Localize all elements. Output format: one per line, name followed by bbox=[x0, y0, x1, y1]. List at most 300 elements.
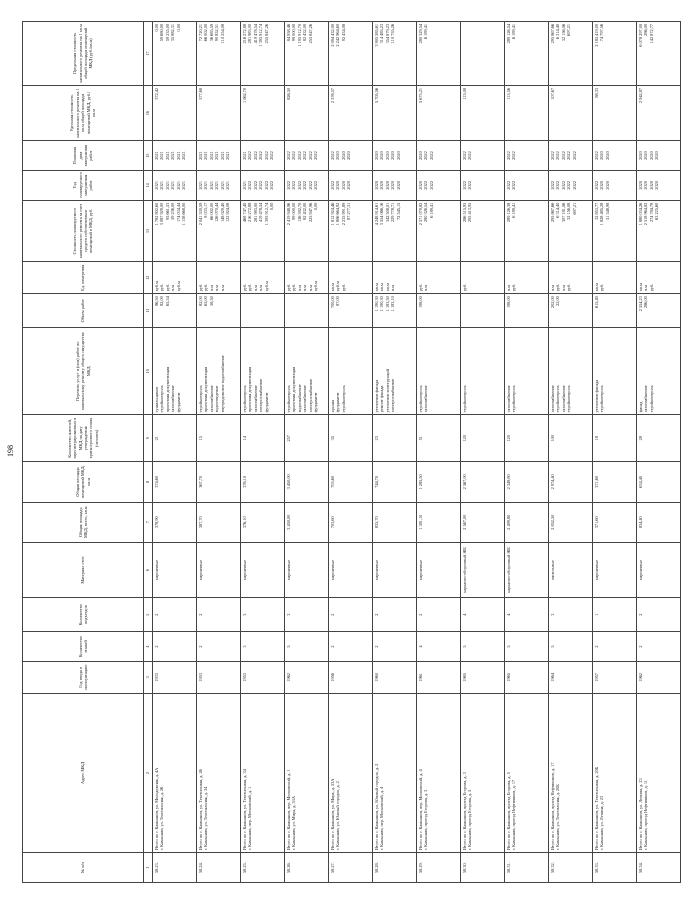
year-completion-line: 2022 bbox=[263, 181, 269, 190]
works-line: фундамент bbox=[313, 392, 319, 413]
year-built: 1953 bbox=[197, 661, 241, 693]
works-line: газоснабжение bbox=[423, 385, 429, 413]
planned-date-line: 2021 bbox=[154, 151, 159, 160]
row-number: 58.32. bbox=[549, 853, 593, 883]
year-completion-line: 2020 bbox=[654, 181, 660, 190]
year-completion-line: 2020 bbox=[335, 181, 341, 190]
works-line: стройконтроль bbox=[648, 385, 654, 413]
year-built: 1933 bbox=[153, 661, 197, 693]
planned-date bbox=[241, 141, 285, 171]
specific-cost-line: 2 576,57 bbox=[330, 87, 335, 103]
unit-line: руб. bbox=[159, 283, 165, 292]
address-line: г. Камышин, ул. Текстильная, д. 34 bbox=[203, 786, 209, 851]
cost bbox=[153, 200, 197, 262]
specific-cost bbox=[549, 85, 593, 140]
year-completion-line: 2021 bbox=[219, 181, 225, 190]
year-completion-line: 2022 bbox=[594, 181, 599, 190]
entrances: 2 bbox=[637, 598, 681, 632]
unit-line: п.м bbox=[258, 285, 264, 292]
cost-line: 174 034,44 bbox=[175, 202, 181, 223]
address bbox=[197, 693, 241, 852]
floors: 2 bbox=[593, 632, 637, 662]
residents: 100 bbox=[549, 415, 593, 462]
volume bbox=[153, 294, 197, 328]
works-line: стройконтроль bbox=[159, 385, 165, 413]
year-completion-line: 2021 bbox=[170, 181, 176, 190]
unit bbox=[461, 262, 505, 294]
row-number: 58.28. bbox=[373, 853, 417, 883]
works-line: стройконтроль bbox=[599, 385, 605, 413]
address bbox=[285, 693, 329, 852]
unit-line: куб.м bbox=[154, 281, 159, 292]
year-built: 1964 bbox=[549, 661, 593, 693]
limit-cost bbox=[417, 22, 461, 86]
planned-date-line: 2021 bbox=[203, 151, 209, 160]
year-completion-line: 2022 bbox=[258, 181, 264, 190]
planned-date bbox=[153, 141, 197, 171]
cost-line: 216 272,88 bbox=[247, 202, 253, 223]
column-header: Количество подъездов bbox=[23, 598, 144, 632]
cost bbox=[637, 200, 681, 262]
specific-cost-line: 115,56 bbox=[506, 87, 511, 100]
works-line: сушильщиков bbox=[154, 387, 159, 413]
works-line: утепление фасада bbox=[594, 379, 599, 413]
limit-cost bbox=[153, 22, 197, 86]
address-line: Итого по г. Камышин, ул. Текстильная, д. 26 bbox=[198, 769, 203, 851]
unit bbox=[197, 262, 241, 294]
works bbox=[461, 328, 505, 415]
specific-cost-line: 115,08 bbox=[462, 87, 467, 100]
address bbox=[241, 693, 285, 852]
cost-line: 1 880 034,26 bbox=[638, 202, 643, 226]
year-completion bbox=[461, 170, 505, 200]
works-line: проектная документация bbox=[164, 366, 170, 413]
limit-cost-line: 59 680,00 bbox=[159, 24, 165, 42]
table-row bbox=[637, 22, 681, 883]
address-line: г. Камышин, ул. Текстильная, д. 26 bbox=[159, 786, 165, 851]
limit-cost-line: 110 755,26 bbox=[390, 24, 396, 44]
living-area: 371,60 bbox=[593, 462, 637, 502]
works bbox=[373, 328, 417, 415]
cost-line: 1 806 664,92 bbox=[335, 202, 341, 226]
entrances: 3 bbox=[549, 598, 593, 632]
planned-date-line: 2022 bbox=[286, 151, 291, 160]
planned-date bbox=[417, 141, 461, 171]
year-built: 1957 bbox=[593, 661, 637, 693]
limit-cost-line: 2 094 432,00 bbox=[330, 24, 335, 47]
table-body bbox=[153, 22, 681, 883]
planned-date-line: 2022 bbox=[571, 151, 577, 160]
limit-cost bbox=[373, 22, 417, 86]
specific-cost bbox=[241, 85, 285, 140]
limit-cost-line: 0,00 bbox=[154, 24, 159, 32]
wall-material: кирпичные bbox=[637, 542, 681, 597]
planned-date-line: 2021 bbox=[159, 151, 165, 160]
limit-cost-line: 6 189,41 bbox=[511, 24, 517, 40]
unit-line: кв.м bbox=[374, 283, 379, 292]
unit-line: руб. bbox=[247, 283, 253, 292]
unit-line: п.м bbox=[390, 285, 396, 292]
cost-line: 281 983,00 bbox=[252, 202, 258, 223]
address-line: Итого по г. Камышин, проезд Егорова, д. 5 bbox=[506, 772, 511, 851]
unit-line: п.м bbox=[643, 285, 649, 292]
planned-date bbox=[461, 141, 505, 171]
limit-cost-line: 74 797,56 bbox=[599, 24, 605, 42]
address-line: Итого по г. Камышин, ул. Ленина, д. 23 bbox=[638, 778, 643, 851]
year-completion-line: 2022 bbox=[291, 181, 297, 190]
year-completion-line: 2021 bbox=[225, 181, 231, 190]
year-completion-line: 2022 bbox=[428, 181, 434, 190]
works-line: внутридомовое водоснабжение bbox=[219, 355, 225, 413]
table-row bbox=[197, 22, 241, 883]
limit-cost-line: 110 254,08 bbox=[219, 24, 225, 44]
planned-date-line: 2022 bbox=[263, 151, 269, 160]
address-line: г. Камышин, ул. Текстильная, д. 20Б bbox=[555, 784, 561, 851]
column-header: Ед. измерения bbox=[23, 262, 144, 294]
address bbox=[153, 693, 197, 852]
unit-line: кв.м bbox=[379, 283, 385, 292]
volume-line: 615,40 bbox=[594, 296, 599, 309]
column-header: Плановая дата завершения работ bbox=[23, 141, 144, 171]
year-completion bbox=[241, 170, 285, 200]
total-area: 376,10 bbox=[241, 502, 285, 542]
planned-date-line: 2021 bbox=[181, 151, 187, 160]
year-completion-line: 2020 bbox=[390, 181, 396, 190]
year-completion bbox=[505, 170, 549, 200]
unit-line: руб. bbox=[566, 283, 572, 292]
address-line: Итого по г. Камышин, ул. Текстильная, д. 20Б bbox=[594, 766, 599, 851]
year-completion-line: 2022 bbox=[307, 181, 313, 190]
wall-material: каркасно-оборочный ЖБ bbox=[461, 542, 505, 597]
specific-cost bbox=[197, 85, 241, 140]
volume bbox=[285, 294, 329, 328]
cost-line: 72 545,15 bbox=[395, 202, 401, 220]
address bbox=[593, 693, 637, 852]
unit-line: п.м bbox=[307, 285, 313, 292]
header-row bbox=[23, 22, 144, 883]
table-row bbox=[549, 22, 593, 883]
year-completion-line: 2021 bbox=[198, 181, 203, 190]
cost-line: 468 747,40 bbox=[242, 202, 247, 223]
works-line: утепление конструкций bbox=[384, 369, 390, 413]
cost-line: 1 782 802,60 bbox=[154, 202, 159, 226]
works bbox=[197, 328, 241, 415]
floors: 3 bbox=[241, 632, 285, 662]
unit-line: кв.м bbox=[384, 283, 390, 292]
year-completion-line: 2022 bbox=[286, 181, 291, 190]
year-built: 1961 bbox=[417, 661, 461, 693]
planned-date-line: 2021 bbox=[219, 151, 225, 160]
total-area: 2 852,50 bbox=[549, 502, 593, 542]
limit-cost-line: 280 329,54 bbox=[418, 24, 423, 44]
year-completion bbox=[593, 170, 637, 200]
works-line: электроснабжение bbox=[258, 378, 264, 413]
living-area: 3 450,00 bbox=[285, 462, 329, 502]
address-line: г. Камышин, ул. Мира, д. 53А bbox=[291, 796, 297, 851]
volume-line: 2 554,23 bbox=[638, 296, 643, 312]
planned-date-line: 2022 bbox=[560, 151, 566, 160]
works-line: стройконтроль bbox=[462, 385, 467, 413]
planned-date-line: 2020 bbox=[379, 151, 385, 160]
works bbox=[549, 328, 593, 415]
row-number: 58.23. bbox=[153, 853, 197, 883]
cost-line: 2 041 530,59 bbox=[198, 202, 203, 226]
cost bbox=[197, 200, 241, 262]
residents: 257 bbox=[285, 415, 329, 462]
limit-cost-line: 354 879,23 bbox=[384, 24, 390, 44]
unit bbox=[329, 262, 373, 294]
entrances: 2 bbox=[373, 598, 417, 632]
year-completion-line: 2022 bbox=[511, 181, 517, 190]
wall-material: кирпичные bbox=[285, 542, 329, 597]
planned-date-line: 2021 bbox=[242, 151, 247, 160]
year-completion-line: 2020 bbox=[643, 181, 649, 190]
works-line: стройконтроль bbox=[511, 385, 517, 413]
planned-date-line: 2022 bbox=[467, 151, 473, 160]
planned-date-line: 2021 bbox=[198, 151, 203, 160]
wall-material: каркасно-оборочный ЖБ bbox=[505, 542, 549, 597]
row-number: 58.27. bbox=[329, 853, 373, 883]
planned-date-line: 2022 bbox=[330, 151, 335, 160]
total-area: 1 381,10 bbox=[417, 502, 461, 542]
year-completion-line: 2020 bbox=[418, 181, 423, 190]
floors: 5 bbox=[505, 632, 549, 662]
volume bbox=[593, 294, 637, 328]
specific-cost bbox=[153, 85, 197, 140]
works-line: фундамент bbox=[175, 392, 181, 413]
address bbox=[329, 693, 373, 852]
cost-line: 136 592,70 bbox=[296, 202, 302, 223]
limit-cost-line: 142 872,77 bbox=[648, 24, 654, 44]
works-line: стройконтроль bbox=[418, 385, 423, 413]
cost-line: 225 947,96 bbox=[307, 202, 313, 223]
limit-cost-line: 314 485,23 bbox=[379, 24, 385, 44]
floors: 2 bbox=[153, 632, 197, 662]
unit-line: кв.м bbox=[330, 283, 335, 292]
limit-cost-line: 295 867,66 bbox=[550, 24, 555, 44]
unit bbox=[153, 262, 197, 294]
volume bbox=[329, 294, 373, 328]
address-line: г. Камышин, проезд Егорова, д. 5 bbox=[467, 789, 473, 851]
total-area: 3 450,00 bbox=[285, 502, 329, 542]
unit-line: куб.м bbox=[335, 281, 341, 292]
works bbox=[329, 328, 373, 415]
volume bbox=[637, 294, 681, 328]
column-header: Удельная стоимость капитального ремонта на 1 кв.м общей площади помещений МКД, руб./кв.м bbox=[23, 85, 144, 140]
address-line: г. Камышин, пер. Московский, д. 1 bbox=[247, 786, 253, 851]
cost-line: 280 326,54 bbox=[423, 202, 429, 223]
year-completion-line: 2021 bbox=[159, 181, 165, 190]
year-completion-line: 2022 bbox=[506, 181, 511, 190]
cost-line: 87 277,31 bbox=[346, 202, 352, 220]
total-area: 387,70 bbox=[197, 502, 241, 542]
unit-line: руб. bbox=[242, 283, 247, 292]
works-line: газоснабжение bbox=[170, 385, 176, 413]
planned-date-line: 2022 bbox=[291, 151, 297, 160]
cost-line: 2 571 079,82 bbox=[418, 202, 423, 226]
planned-date-line: 2020 bbox=[418, 151, 423, 160]
planned-date-line: 2020 bbox=[599, 151, 605, 160]
planned-date-line: 2021 bbox=[214, 151, 220, 160]
year-completion-line: 2022 bbox=[302, 181, 308, 190]
works-line: проектная документация bbox=[203, 366, 209, 413]
floors: 4 bbox=[417, 632, 461, 662]
total-area: 371,60 bbox=[593, 502, 637, 542]
planned-date bbox=[373, 141, 417, 171]
unit bbox=[505, 262, 549, 294]
limit-cost bbox=[241, 22, 285, 86]
table-row bbox=[153, 22, 197, 883]
address bbox=[549, 693, 593, 852]
column-header: Общая площадь помещений МКД, кв.м bbox=[23, 462, 144, 502]
planned-date-line: 2022 bbox=[296, 151, 302, 160]
address bbox=[505, 693, 549, 852]
column-header: Адрес МКД bbox=[23, 693, 144, 852]
floors: 2 bbox=[329, 632, 373, 662]
cost-line: 229 778,71 bbox=[390, 202, 396, 223]
specific-cost bbox=[637, 85, 681, 140]
year-completion-line: 2021 bbox=[203, 181, 209, 190]
year-built: 1965 bbox=[505, 661, 549, 693]
unit-line: п.м bbox=[506, 285, 511, 292]
unit-line: руб. bbox=[462, 283, 467, 292]
volume bbox=[241, 294, 285, 328]
column-number: 5 bbox=[144, 598, 153, 632]
cost-line: 2 235 991,89 bbox=[340, 202, 346, 226]
works-line: фундамент bbox=[335, 392, 341, 413]
year-completion-line: 2021 bbox=[175, 181, 181, 190]
cost bbox=[461, 200, 505, 262]
cost bbox=[417, 200, 461, 262]
column-number-row bbox=[144, 22, 153, 883]
limit-cost-line: 32 156,06 bbox=[560, 24, 566, 42]
year-completion-line: 2022 bbox=[467, 181, 473, 190]
limit-cost-line: 216 272,88 bbox=[242, 24, 247, 44]
column-header: Объем работ bbox=[23, 294, 144, 328]
planned-date-line: 2022 bbox=[428, 151, 434, 160]
works-line: стройконтроль bbox=[198, 385, 203, 413]
planned-date-line: 2022 bbox=[550, 151, 555, 160]
works-line: утепление фасада bbox=[374, 379, 379, 413]
year-built: 1960 bbox=[373, 661, 417, 693]
planned-date bbox=[637, 141, 681, 171]
entrances: 4 bbox=[505, 598, 549, 632]
unit-line: руб. bbox=[418, 283, 423, 292]
planned-date-line: 2022 bbox=[307, 151, 313, 160]
year-completion bbox=[373, 170, 417, 200]
address-line: Итого по г. Камышин, ул. Мира, д. 53А bbox=[330, 778, 335, 851]
unit-line: п.м bbox=[302, 285, 308, 292]
limit-cost-line: 255 847,26 bbox=[263, 24, 269, 44]
works-line: электроснабжение bbox=[307, 378, 313, 413]
volume-line: 65,00 bbox=[203, 296, 209, 306]
specific-cost-line: 1 062,70 bbox=[242, 87, 247, 103]
year-completion-line: 2020 bbox=[648, 181, 654, 190]
limit-cost-line: 72 720,21 bbox=[198, 24, 203, 42]
specific-cost-line: 372,42 bbox=[154, 87, 159, 100]
year-completion-line: 2022 bbox=[462, 181, 467, 190]
wall-material: кирпичные bbox=[329, 542, 373, 597]
year-completion bbox=[153, 170, 197, 200]
year-completion-line: 2022 bbox=[571, 181, 577, 190]
volume-line: 82,00 bbox=[198, 296, 203, 306]
volume bbox=[373, 294, 417, 328]
row-number: 58.25. bbox=[241, 853, 285, 883]
volume bbox=[197, 294, 241, 328]
volume bbox=[505, 294, 549, 328]
address-line: Итого по г. Камышин, проезд Нефтяников, д. 17 bbox=[550, 762, 555, 851]
residents: 23 bbox=[373, 415, 417, 462]
cost bbox=[549, 200, 593, 262]
entrances: 2 bbox=[329, 598, 373, 632]
limit-cost-line: 281 983,00 bbox=[247, 24, 253, 44]
cost bbox=[329, 200, 373, 262]
column-header: Год планируемого завершения работ bbox=[23, 170, 144, 200]
cost-line: 6 189,41 bbox=[428, 202, 434, 218]
limit-cost-line: 35 882,31 bbox=[170, 24, 176, 42]
year-completion-line: 2021 bbox=[208, 181, 214, 190]
year-built: 1962 bbox=[285, 661, 329, 693]
cost-line: 66 002,00 bbox=[208, 202, 214, 220]
volume-line: 65,54 bbox=[164, 296, 170, 306]
cost-line: 4 248 914,61 bbox=[374, 202, 379, 226]
works-line: водоснабжение bbox=[296, 384, 302, 413]
row-number: 58.29. bbox=[417, 853, 461, 883]
row-number: 58.33. bbox=[593, 853, 637, 883]
table-row bbox=[505, 22, 549, 883]
works-line: газоснабжение bbox=[643, 385, 649, 413]
year-completion bbox=[285, 170, 329, 200]
address bbox=[461, 693, 505, 852]
entrances: 2 bbox=[417, 598, 461, 632]
volume-line: 1 190,30 bbox=[374, 296, 379, 312]
planned-date-line: 2022 bbox=[302, 151, 308, 160]
cost-line: 1 812 924,46 bbox=[330, 202, 335, 226]
limit-cost-line: 2 242 964,60 bbox=[335, 24, 341, 47]
specific-cost bbox=[593, 85, 637, 140]
cost-line: 99 000,00 bbox=[291, 202, 297, 220]
year-completion-line: 2022 bbox=[252, 181, 258, 190]
column-number: 16 bbox=[144, 85, 153, 140]
works bbox=[153, 328, 197, 415]
floors: 2 bbox=[197, 632, 241, 662]
works bbox=[241, 328, 285, 415]
column-number: 10 bbox=[144, 328, 153, 415]
living-area: 374,60 bbox=[153, 462, 197, 502]
limit-cost-line: 84 958,46 bbox=[286, 24, 291, 42]
address bbox=[417, 693, 461, 852]
volume-line: 286,00 bbox=[643, 296, 649, 309]
column-number: 2 bbox=[144, 693, 153, 852]
floors: 5 bbox=[549, 632, 593, 662]
limit-cost bbox=[329, 22, 373, 86]
planned-date-line: 2021 bbox=[170, 151, 176, 160]
planned-date-line: 2021 bbox=[175, 151, 181, 160]
year-completion-line: 2020 bbox=[604, 181, 610, 190]
limit-cost-line: 82 432,00 bbox=[302, 24, 308, 42]
planned-date-line: 2022 bbox=[462, 151, 467, 160]
wall-material: кирпичные bbox=[241, 542, 285, 597]
unit-line: руб. bbox=[511, 283, 517, 292]
column-number: 11 bbox=[144, 294, 153, 328]
address-line: Итого по г. Камышин, ул. Текстильная, д. 34 bbox=[242, 769, 247, 851]
unit-line: руб. bbox=[203, 283, 209, 292]
year-completion-line: 2021 bbox=[181, 181, 187, 190]
year-built: 1962 bbox=[637, 661, 681, 693]
cost bbox=[241, 200, 285, 262]
works bbox=[637, 328, 681, 415]
volume-line: 198,00 bbox=[506, 296, 511, 309]
